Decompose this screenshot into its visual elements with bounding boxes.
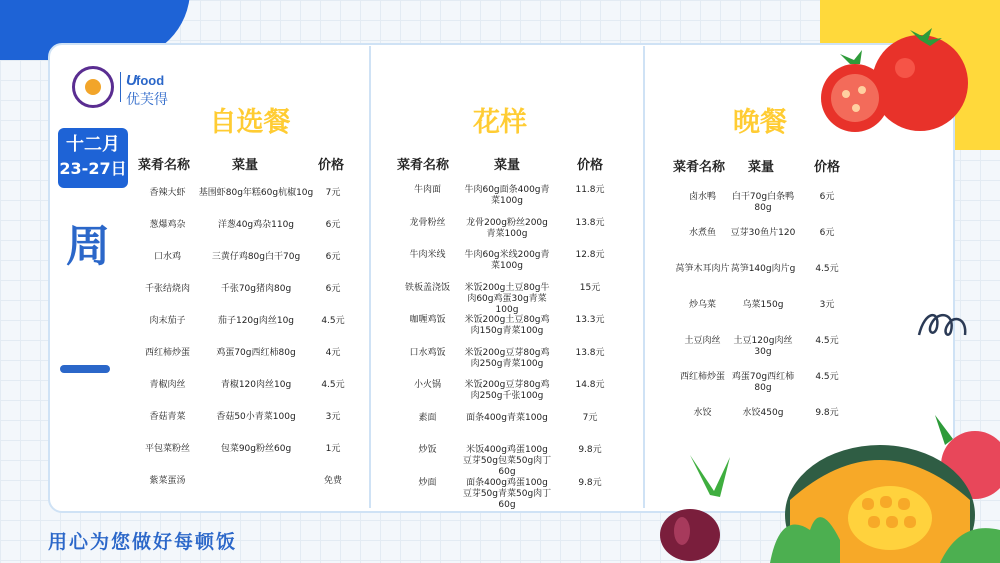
menu-price-cell: 免费 bbox=[323, 476, 342, 486]
menu-portion-cell: 香菇50小青菜100g bbox=[216, 412, 296, 422]
menu-price-cell: 3元 bbox=[819, 300, 835, 310]
menu-portion-cell: 青椒120肉丝10g bbox=[220, 380, 292, 390]
menu-price-cell: 9.8元 bbox=[815, 408, 839, 418]
menu-dish-cell: 炒乌菜 bbox=[688, 300, 716, 310]
date-month: 十二月 bbox=[66, 134, 120, 155]
menu-price-cell: 13.3元 bbox=[575, 315, 605, 325]
menu-dish-cell: 水饺 bbox=[693, 408, 712, 418]
menu-portion-cell: 面条400g鸡蛋100g豆芽50g青菜50g肉丁60g bbox=[462, 477, 552, 510]
menu-portion-cell: 米饭200g豆芽80g鸡肉250g青菜100g bbox=[464, 347, 550, 369]
section-title: 自选餐 bbox=[209, 107, 291, 138]
column-header-portion: 菜量 bbox=[494, 158, 521, 173]
menu-portion-cell: 牛肉60g米线200g青菜100g bbox=[464, 250, 550, 271]
menu-price-cell: 9.8元 bbox=[578, 477, 602, 488]
menu-dish-cell: 肉末茄子 bbox=[149, 316, 186, 326]
menu-portion-cell: 基围虾80g年糕60g杭椒10g bbox=[198, 188, 314, 198]
menu-portion-cell: 龙骨200g粉丝200g青菜100g bbox=[466, 217, 548, 239]
column-header-price: 价格 bbox=[318, 158, 345, 173]
menu-price-cell: 14.8元 bbox=[575, 380, 605, 390]
menu-dish-cell: 紫菜蛋汤 bbox=[149, 476, 186, 486]
menu-dish-cell: 炒饭 bbox=[418, 445, 437, 455]
logo-u: U bbox=[126, 72, 137, 89]
menu-dish-cell: 葱爆鸡杂 bbox=[149, 220, 186, 230]
date-badge bbox=[58, 128, 128, 188]
tomato-illustration-icon bbox=[810, 28, 970, 138]
column-header-portion: 菜量 bbox=[748, 160, 775, 175]
column-header-dish: 菜肴名称 bbox=[397, 158, 450, 173]
column-divider-1 bbox=[369, 46, 371, 508]
section-title: 花样 bbox=[473, 107, 527, 138]
menu-price-cell: 12.8元 bbox=[575, 250, 605, 260]
menu-dish-cell: 香菇青菜 bbox=[149, 412, 186, 422]
menu-dish-cell: 莴笋木耳肉片 bbox=[675, 264, 730, 274]
menu-dish-cell: 青椒肉丝 bbox=[149, 380, 186, 390]
menu-dish-cell: 咖喱鸡饭 bbox=[409, 315, 446, 325]
menu-price-cell: 13.8元 bbox=[575, 347, 605, 358]
menu-dish-cell: 香辣大虾 bbox=[149, 188, 186, 198]
menu-portion-cell: 乌菜150g bbox=[742, 300, 784, 310]
menu-dish-cell: 口水鸡 bbox=[153, 252, 181, 262]
logo-food: food bbox=[136, 73, 165, 88]
menu-price-cell: 4.5元 bbox=[815, 336, 839, 346]
menu-price-cell: 6元 bbox=[819, 228, 835, 238]
menu-price-cell: 9.8元 bbox=[578, 445, 602, 455]
menu-dish-cell: 卤水鸭 bbox=[688, 192, 716, 202]
menu-portion-cell: 鸡蛋70g西红柿80g bbox=[216, 348, 296, 358]
column-header-dish: 菜肴名称 bbox=[138, 158, 191, 173]
menu-dish-cell: 土豆肉丝 bbox=[684, 336, 721, 346]
menu-portion-cell: 面条400g青菜100g bbox=[466, 412, 548, 423]
menu-portion-cell: 水饺450g bbox=[742, 408, 784, 418]
menu-price-cell: 3元 bbox=[325, 412, 341, 422]
menu-portion-cell: 土豆120g肉丝30g bbox=[733, 336, 793, 357]
menu-portion-cell: 三黄仔鸡80g白干70g bbox=[211, 252, 301, 262]
menu-price-cell: 13.8元 bbox=[575, 217, 605, 228]
pumpkin-illustration-icon bbox=[770, 420, 1000, 563]
menu-portion-cell: 白干70g白条鸭80g bbox=[731, 192, 795, 213]
menu-dish-cell: 小火锅 bbox=[413, 380, 441, 390]
column-header-price: 价格 bbox=[577, 158, 604, 173]
menu-dish-cell: 西红柿炒蛋 bbox=[679, 372, 725, 382]
weekday-number-one bbox=[60, 365, 110, 373]
menu-price-cell: 6元 bbox=[819, 192, 835, 202]
menu-portion-cell: 莴笋140g肉片g bbox=[730, 264, 796, 274]
logo-chinese: 优芙得 bbox=[126, 92, 168, 108]
menu-price-cell: 15元 bbox=[579, 282, 601, 293]
weekday-label: 周 bbox=[66, 221, 110, 272]
menu-dish-cell: 千张结烧肉 bbox=[144, 284, 190, 294]
menu-price-cell: 6元 bbox=[325, 220, 341, 230]
column-divider-2 bbox=[643, 46, 645, 508]
menu-price-cell: 4.5元 bbox=[321, 380, 345, 390]
menu-portion-cell: 米饭200g土豆80g牛肉60g鸡蛋30g青菜100g bbox=[464, 282, 550, 315]
menu-portion-cell: 鸡蛋70g西红柿80g bbox=[731, 372, 795, 393]
menu-price-cell: 4.5元 bbox=[815, 264, 839, 274]
onion-illustration-icon bbox=[650, 455, 760, 563]
menu-price-cell: 4元 bbox=[325, 348, 341, 358]
menu-portion-cell: 洋葱40g鸡杂110g bbox=[217, 220, 295, 230]
menu-price-cell: 4.5元 bbox=[321, 316, 345, 326]
menu-portion-cell: 包菜90g粉丝60g bbox=[220, 444, 292, 454]
menu-portion-cell: 茄子120g肉丝10g bbox=[217, 316, 295, 326]
menu-dish-cell: 口水鸡饭 bbox=[409, 347, 446, 358]
menu-price-cell: 6元 bbox=[325, 284, 341, 294]
menu-dish-cell: 素面 bbox=[418, 412, 437, 423]
menu-dish-cell: 龙骨粉丝 bbox=[409, 217, 446, 228]
menu-dish-cell: 炒面 bbox=[418, 477, 437, 488]
menu-dish-cell: 铁板盖浇饭 bbox=[404, 282, 450, 293]
menu-dish-cell: 牛肉面 bbox=[413, 185, 441, 195]
column-header-dish: 菜肴名称 bbox=[673, 160, 726, 175]
menu-portion-cell: 米饭200g土豆80g鸡肉150g青菜100g bbox=[464, 315, 550, 336]
menu-portion-cell: 牛肉60g面条400g青菜100g bbox=[464, 185, 550, 206]
menu-price-cell: 6元 bbox=[325, 252, 341, 262]
menu-price-cell: 1元 bbox=[325, 444, 341, 454]
menu-portion-cell: 米饭200g豆芽80g鸡肉250g千张100g bbox=[464, 380, 550, 401]
menu-dish-cell: 水煮鱼 bbox=[688, 228, 716, 238]
school-seal-logo-icon bbox=[72, 66, 114, 108]
menu-portion-cell: 豆芽30鱼片120 bbox=[730, 228, 796, 238]
menu-price-cell: 11.8元 bbox=[575, 185, 605, 195]
logo-separator bbox=[120, 72, 121, 102]
menu-price-cell: 4.5元 bbox=[815, 372, 839, 382]
menu-price-cell: 7元 bbox=[582, 412, 598, 423]
swirl-doodle-icon bbox=[915, 305, 970, 345]
column-header-price: 价格 bbox=[814, 160, 841, 175]
menu-portion-cell: 米饭400g鸡蛋100g豆芽50g包菜50g肉丁60g bbox=[462, 445, 552, 477]
menu-price-cell: 7元 bbox=[325, 188, 341, 198]
date-range: 23-27日 bbox=[59, 159, 127, 178]
section-title: 晚餐 bbox=[733, 107, 787, 138]
menu-dish-cell: 西红柿炒蛋 bbox=[144, 348, 190, 358]
slogan: 用心为您做好每顿饭 bbox=[48, 531, 238, 553]
menu-portion-cell: 千张70g猪肉80g bbox=[220, 284, 292, 294]
menu-dish-cell: 平包菜粉丝 bbox=[144, 444, 190, 454]
column-header-portion: 菜量 bbox=[232, 158, 259, 173]
menu-dish-cell: 牛肉米线 bbox=[409, 250, 446, 260]
